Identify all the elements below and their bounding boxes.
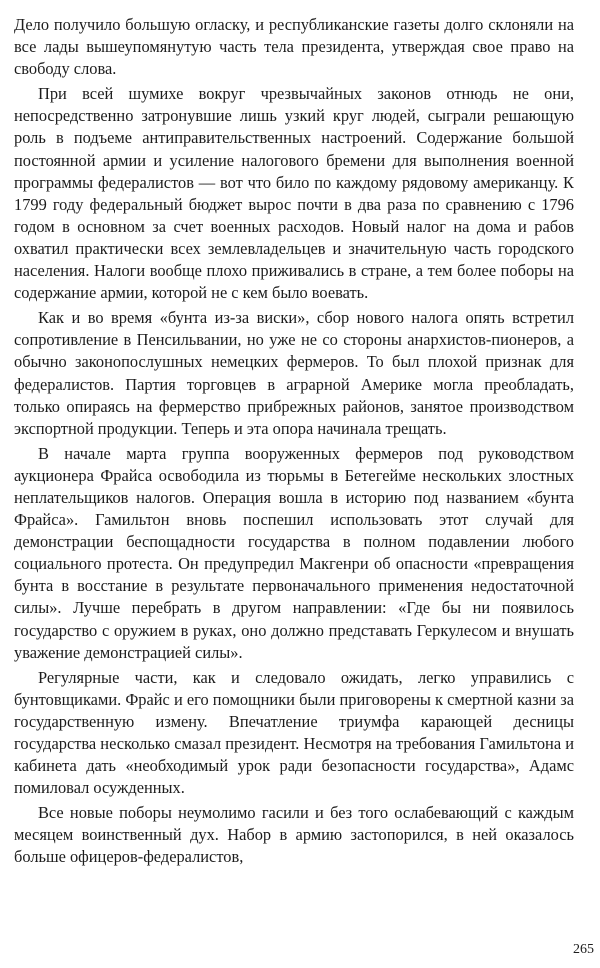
page-body <box>14 14 574 869</box>
book-page <box>14 14 574 954</box>
paragraph-6: Все новые поборы неумолимо гасили и без того ослабевающий с каждым месяцем воинственный дух. Набор в армию застопорился, в ней оказалось больше офицеров-федералистов, <box>14 803 574 867</box>
paragraph-2: При всей шумихе вокруг чрезвычайных законов отнюдь не они, непосредственно затронувшие лишь узкий круг людей, сыграли решающую роль в подъеме антиправительственных настроений. Содержание большой постоянной армии и усиление налогового бремени для выполнения военной программы федералистов — вот что било по каждому рядовому американцу. К 1799 году федеральный бюджет вырос почти в два раза по сравнению с 1796 годом в основном за счет военных расходов. Новый налог на дома и рабов охватил практически всех землевладельцев и значительную часть городского населения. Налоги вообще плохо приживались в стране, а тем более поборы на содержание армии, которой не с кем было воевать. <box>14 84 574 303</box>
paragraph-5: Регулярные части, как и следовало ожидать, легко управились с бунтовщиками. Фрайс и его помощники были приговорены к смертной казни за государственную измену. Впечатление триумфа карающей десницы государства несколько смазал президент. Несмотря на требования Гамильтона и кабинета дать «необходимый урок ради безопасности государства», Адамс помиловал осужденных. <box>14 667 574 798</box>
page-number: 265 <box>573 942 594 957</box>
paragraph-1: Дело получило большую огласку, и республиканские газеты долго склоняли на все лады вышеупомянутую часть тела президента, утверждая свое право на свободу слова. <box>14 15 574 79</box>
paragraph-4: В начале марта группа вооруженных фермеров под руководством аукционера Фрайса освободила из тюрьмы в Бетегейме нескольких злостных неплательщиков налогов. Операция вошла в историю под названием «бунта Фрайса». Гамильтон вновь поспешил использовать этот случай для демонстрации беспощадности государства в полном подавлении любого социального протеста. Он предупредил Макгенри об опасности «превращения бунта в восстание в результате первоначального применения недостаточной силы». Лучше перебрать в другом направлении: «Где бы ни появилось государство с оружием в руках, оно должно представать Геркулесом и внушать уважение демонстрацией силы». <box>14 443 574 662</box>
paragraph-3: Как и во время «бунта из-за виски», сбор нового налога опять встретил сопротивление в Пенсильвании, но уже не со стороны анархистов-пионеров, а обычно законопослушных немецких фермеров. То был плохой признак для федералистов. Партия торговцев в аграрной Америке могла преобладать, только опираясь на фермерство прибрежных районов, занятое производством экспортной продукции. Теперь и эта опора начинала трещать. <box>14 308 574 438</box>
